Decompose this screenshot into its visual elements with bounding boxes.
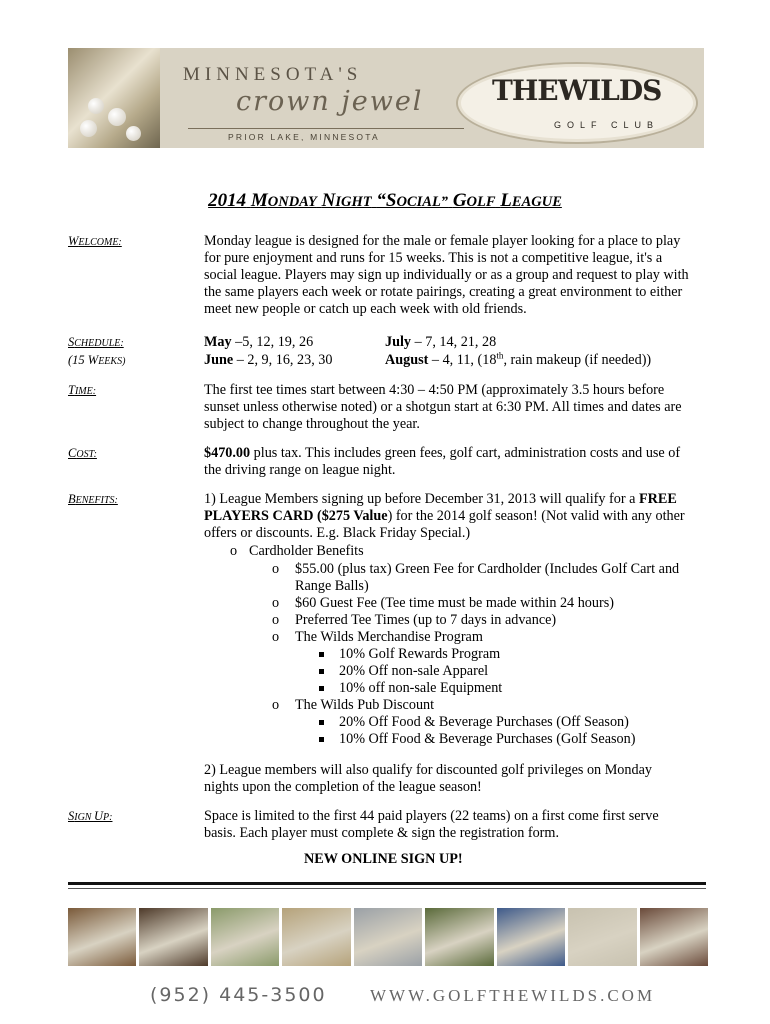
benefits-p1-line-2: PLAYERS CARD ($275 Value) for the 2014 golf season! (Not valid with any other (204, 508, 685, 524)
footer-photo (568, 908, 636, 966)
schedule-august: August – 4, 11, (18th, rain makeup (if needed)) (385, 350, 652, 368)
footer-divider-thin (68, 888, 706, 889)
header-banner (68, 48, 704, 148)
golf-ball-icon (88, 98, 104, 114)
benefit-tee-times: Preferred Tee Times (up to 7 days in advance) (295, 612, 557, 628)
bullet-circle: o (272, 612, 280, 628)
bullet-square-icon (319, 652, 324, 657)
bullet-square-icon (319, 686, 324, 691)
footer-photo (354, 908, 422, 966)
website-link[interactable]: WWW.GOLFTHEWILDS.COM (370, 986, 656, 1005)
cost-line-1: $470.00 plus tax. This includes green fees, golf cart, administration costs and use of (204, 445, 681, 461)
golf-ball-icon (126, 126, 141, 141)
weeks-label: (15 WEEKS) (68, 353, 126, 367)
pub-item-1: 20% Off Food & Beverage Purchases (Off Season) (339, 714, 629, 730)
brand-divider (188, 128, 464, 129)
time-line-1: The first tee times start between 4:30 – 4:50 PM (approximately 3.5 hours before (204, 382, 665, 398)
schedule-may: May –5, 12, 19, 26 (204, 334, 314, 350)
bullet-circle: o (272, 697, 280, 713)
merch-item-3: 10% off non-sale Equipment (339, 680, 503, 696)
footer-photo (425, 908, 493, 966)
cardholder-benefits: Cardholder Benefits (249, 543, 364, 559)
welcome-line-5: meet new people or catch up each week with old friends. (204, 301, 527, 317)
footer-photo (211, 908, 279, 966)
welcome-line-2: for pure enjoyment and runs for 15 weeks. This is not a competitive league, it's a (204, 250, 663, 266)
footer-photo (282, 908, 350, 966)
bullet-circle: o (272, 595, 280, 611)
golf-ball-icon (108, 108, 126, 126)
benefits-p1-line-1: 1) League Members signing up before December 31, 2013 will qualify for a FREE (204, 491, 677, 507)
footer-divider (68, 882, 706, 885)
welcome-line-1: Monday league is designed for the male or female player looking for a place to play (204, 233, 681, 249)
bullet-circle: o (272, 629, 280, 645)
welcome-label: WELCOME: (68, 234, 122, 248)
welcome-line-3: social league. Players may sign up individually or as a group and request to play with (204, 267, 689, 283)
club-logo-title: THEWILDS (492, 74, 662, 107)
benefit-guest-fee: $60 Guest Fee (Tee time must be made within 24 hours) (295, 595, 614, 611)
time-line-2: sunset unless otherwise noted) or a shotgun start at 6:30 PM. All times and dates are (204, 399, 682, 415)
signup-line-2: basis. Each player must complete & sign the registration form. (204, 825, 559, 841)
signup-line-1: Space is limited to the first 44 paid players (22 teams) on a first come first serve (204, 808, 659, 824)
golf-balls-photo (68, 48, 160, 148)
benefits-label: BENEFITS: (68, 492, 118, 506)
cost-label: COST: (68, 446, 97, 460)
footer-photo (68, 908, 136, 966)
pub-item-2: 10% Off Food & Beverage Purchases (Golf Season) (339, 731, 636, 747)
phone-number: (952) 445-3500 (150, 984, 327, 1006)
benefits-p2-line-2: nights upon the completion of the league season! (204, 779, 482, 795)
schedule-july: July – 7, 14, 21, 28 (385, 334, 497, 350)
footer-photo (497, 908, 565, 966)
golf-ball-icon (80, 120, 97, 137)
cost-line-2: the driving range on league night. (204, 462, 396, 478)
benefits-p1-line-3: offers or discounts. E.g. Black Friday Special.) (204, 525, 471, 541)
benefit-green-fee-line-1: $55.00 (plus tax) Green Fee for Cardholder (Includes Golf Cart and (295, 561, 680, 577)
bullet-circle: o (272, 561, 280, 577)
benefits-p2-line-1: 2) League members will also qualify for discounted golf privileges on Monday (204, 762, 652, 778)
schedule-label: SCHEDULE: (68, 335, 124, 349)
bullet-square-icon (319, 720, 324, 725)
benefit-pub: The Wilds Pub Discount (295, 697, 435, 713)
merch-item-1: 10% Golf Rewards Program (339, 646, 501, 662)
bullet-square-icon (319, 737, 324, 742)
benefit-merch: The Wilds Merchandise Program (295, 629, 483, 645)
footer-photo-strip (68, 908, 708, 966)
brand-location: PRIOR LAKE, MINNESOTA (228, 132, 380, 142)
merch-item-2: 20% Off non-sale Apparel (339, 663, 489, 679)
bullet-square-icon (319, 669, 324, 674)
club-logo-subtitle: GOLF CLUB (554, 120, 660, 130)
brand-tagline: crown jewel (236, 86, 424, 117)
time-line-3: subject to change throughout the year. (204, 416, 420, 432)
brand-title: MINNESOTA'S (183, 64, 363, 85)
welcome-line-4: the same players each week or rotate pairings, creating a great environment to either (204, 284, 683, 300)
footer-photo (139, 908, 207, 966)
signup-label: SIGN UP: (68, 809, 113, 823)
schedule-june: June – 2, 9, 16, 23, 30 (204, 352, 333, 368)
bullet-circle: o (230, 543, 238, 559)
time-label: TIME: (68, 383, 97, 397)
footer-photo (640, 908, 708, 966)
page-title: 2014 MONDAY NIGHT “SOCIAL” GOLF LEAGUE (208, 190, 562, 211)
benefit-green-fee-line-2: Range Balls) (295, 578, 369, 594)
online-signup-link[interactable]: NEW ONLINE SIGN UP! (304, 851, 463, 867)
